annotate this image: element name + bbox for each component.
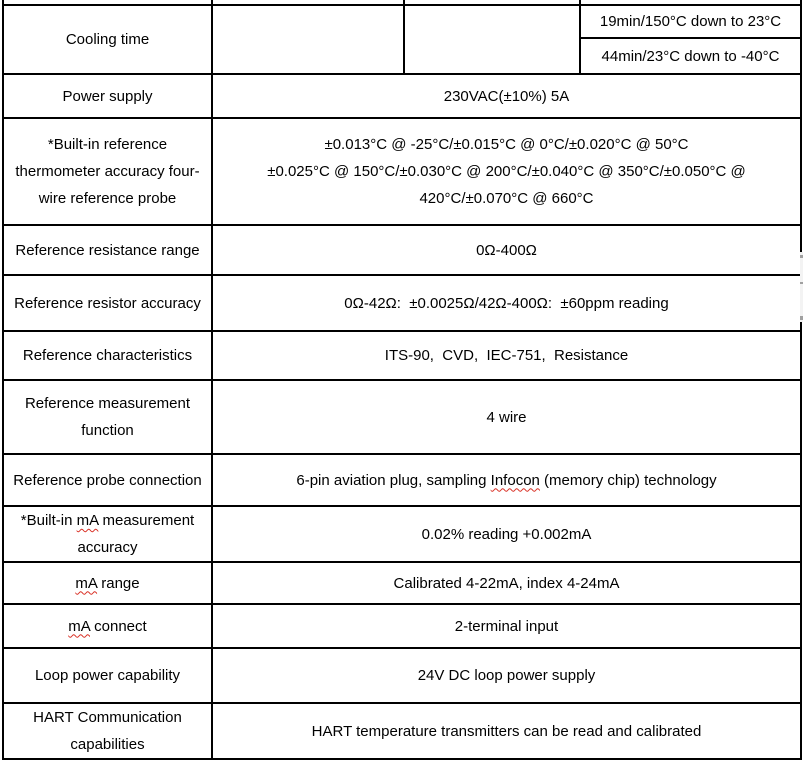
table-row-ma-measurement-accuracy bbox=[3, 506, 801, 562]
specification-table bbox=[2, 0, 802, 760]
cooling-time-value-2: 44min/23°C down to -40°C bbox=[580, 38, 801, 74]
reference-thermometer-accuracy-label: *Built-in reference thermometer accuracy four-wire reference probe bbox=[3, 118, 212, 225]
value-text: 6-pin aviation plug, sampling bbox=[296, 471, 491, 489]
value-text: (memory chip) technology bbox=[539, 471, 717, 489]
reference-measurement-function-value: 4 wire bbox=[212, 380, 801, 454]
accuracy-line-1: ±0.013°C @ -25°C/±0.015°C @ 0°C/±0.020°C @ 50°C bbox=[324, 136, 689, 153]
table-row-reference-characteristics bbox=[3, 331, 801, 380]
loop-power-capability-value: 24V DC loop power supply bbox=[212, 648, 801, 703]
accuracy-line-2: ±0.025°C @ 150°C/±0.030°C @ 200°C/±0.040°C @ 350°C/±0.050°C @ bbox=[267, 163, 746, 180]
label-text: connect bbox=[89, 617, 147, 635]
table-row-hart-communication bbox=[3, 703, 801, 759]
table-row-ma-connect bbox=[3, 604, 801, 648]
cooling-time-empty-cell-2 bbox=[404, 5, 580, 74]
reference-resistor-accuracy-value: 0Ω-42Ω: ±0.0025Ω/42Ω-400Ω: ±60ppm reading bbox=[212, 275, 801, 331]
accuracy-line-3: 420°C/±0.070°C @ 660°C bbox=[419, 190, 594, 207]
ma-range-value: Calibrated 4-22mA, index 4-24mA bbox=[212, 562, 801, 604]
ma-range-label bbox=[3, 562, 212, 604]
table-row-reference-measurement-function bbox=[3, 380, 801, 454]
table-row-power-supply bbox=[3, 74, 801, 118]
loop-power-capability-label: Loop power capability bbox=[3, 648, 212, 703]
ma-measurement-accuracy-value: 0.02% reading +0.002mA bbox=[212, 506, 801, 562]
reference-characteristics-label: Reference characteristics bbox=[3, 331, 212, 380]
label-text: range bbox=[97, 574, 140, 592]
table-row-loop-power-capability bbox=[3, 648, 801, 703]
cooling-time-empty-cell-1 bbox=[212, 5, 404, 74]
table-row-reference-thermometer-accuracy bbox=[3, 118, 801, 225]
cooling-time-value-1: 19min/150°C down to 23°C bbox=[580, 5, 801, 38]
label-text: measurement accuracy bbox=[77, 512, 195, 556]
spellcheck-word: mA bbox=[75, 574, 98, 592]
label-text: *Built-in bbox=[20, 512, 77, 529]
reference-probe-connection-label: Reference probe connection bbox=[3, 454, 212, 506]
table-row-cooling-time bbox=[3, 5, 801, 38]
table-row-ma-range bbox=[3, 562, 801, 604]
reference-resistor-accuracy-label: Reference resistor accuracy bbox=[3, 275, 212, 331]
reference-probe-connection-value bbox=[212, 454, 801, 506]
ma-connect-label bbox=[3, 604, 212, 648]
table-row-reference-resistor-accuracy bbox=[3, 275, 801, 331]
cooling-time-label: Cooling time bbox=[3, 5, 212, 74]
hart-communication-label: HART Communication capabilities bbox=[3, 703, 212, 759]
power-supply-label: Power supply bbox=[3, 74, 212, 118]
reference-characteristics-value: ITS-90, CVD, IEC-751, Resistance bbox=[212, 331, 801, 380]
reference-thermometer-accuracy-value bbox=[212, 118, 801, 225]
reference-resistance-range-label: Reference resistance range bbox=[3, 225, 212, 275]
table-row-reference-probe-connection bbox=[3, 454, 801, 506]
reference-resistance-range-value: 0Ω-400Ω bbox=[212, 225, 801, 275]
spellcheck-word: mA bbox=[68, 617, 90, 635]
spellcheck-word: mA bbox=[76, 512, 99, 529]
table-row-reference-resistance-range bbox=[3, 225, 801, 275]
ma-measurement-accuracy-label bbox=[3, 506, 212, 562]
reference-measurement-function-label: Reference measurement function bbox=[3, 380, 212, 454]
ma-connect-value: 2-terminal input bbox=[212, 604, 801, 648]
spellcheck-word: Infocon bbox=[490, 471, 540, 489]
hart-communication-value: HART temperature transmitters can be read and calibrated bbox=[212, 703, 801, 759]
power-supply-value: 230VAC(±10%) 5A bbox=[212, 74, 801, 118]
